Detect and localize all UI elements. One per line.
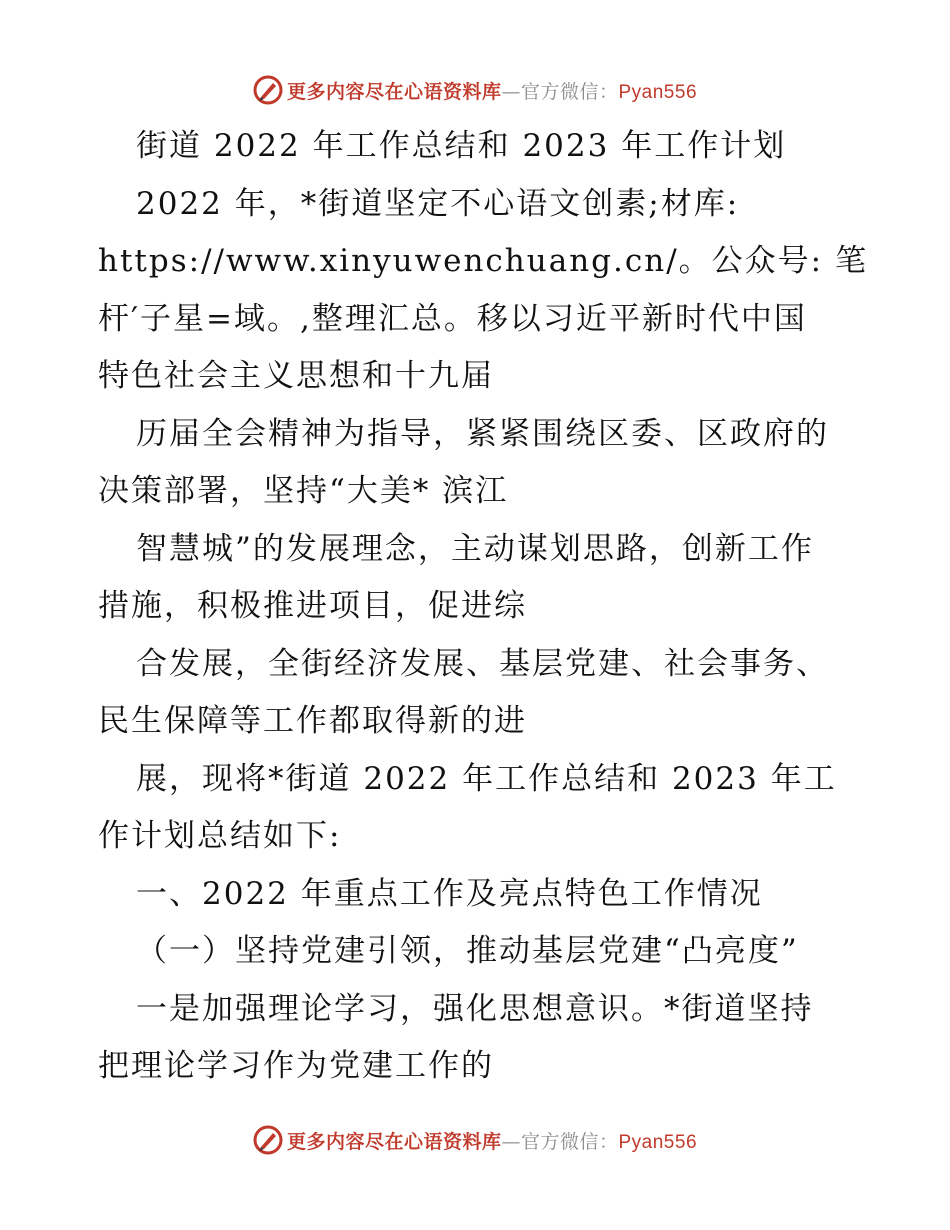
footer-separator: — bbox=[501, 1130, 521, 1153]
footer-brand: 更多内容尽在心语资料库 bbox=[286, 1130, 502, 1153]
header-wechat-label: 官方微信： bbox=[520, 80, 619, 103]
paragraph-line: 民生保障等工作都取得新的进 bbox=[98, 703, 527, 739]
paragraph-line: 杆′子星=域。,整理汇总。移以习近平新时代中国 bbox=[98, 300, 807, 337]
paragraph-line: 历届全会精神为指导，紧紧围绕区委、区政府的 bbox=[136, 415, 829, 452]
header-wechat-id: Pyan556 bbox=[618, 81, 698, 103]
document-title: 街道 2022 年工作总结和 2023 年工作计划 bbox=[136, 128, 787, 164]
paragraph-line: 特色社会主义思想和十九届 bbox=[98, 358, 494, 394]
brand-logo-icon bbox=[253, 1125, 283, 1155]
section-heading: 一、2022 年重点工作及亮点特色工作情况 bbox=[136, 875, 763, 912]
paragraph-line: 展，现将*街道 2022 年工作总结和 2023 年工 bbox=[136, 760, 837, 797]
brand-logo-icon bbox=[253, 75, 283, 105]
paragraph-line: 智慧城”的发展理念，主动谋划思路，创新工作 bbox=[136, 530, 814, 567]
paragraph-line: 决策部署，坚持“大美* 滨江 bbox=[98, 473, 509, 509]
header-separator: — bbox=[501, 80, 521, 103]
footer-text bbox=[287, 1127, 697, 1154]
paragraph-line: 2022 年，*街道坚定不心语文创素;材库: bbox=[136, 185, 740, 222]
paragraph-line: 作计划总结如下: bbox=[98, 818, 342, 854]
document-body bbox=[98, 118, 898, 1096]
subsection-heading: （一）坚持党建引领，推动基层党建“凸亮度” bbox=[136, 933, 799, 969]
paragraph-line: 把理论学习作为党建工作的 bbox=[98, 1048, 494, 1084]
footer-wechat-id: Pyan556 bbox=[618, 1131, 698, 1153]
header-brand: 更多内容尽在心语资料库 bbox=[286, 80, 502, 103]
header-text bbox=[287, 77, 697, 104]
footer-wechat-label: 官方微信： bbox=[520, 1130, 619, 1153]
paragraph-line: https://www.xinyuwenchuang.cn/。公众号: 笔 bbox=[98, 243, 868, 279]
footer-banner bbox=[0, 1120, 950, 1160]
paragraph-line: 措施，积极推进项目，促进综 bbox=[98, 588, 527, 624]
paragraph-line: 一是加强理论学习，强化思想意识。*街道坚持 bbox=[136, 990, 814, 1027]
header-banner bbox=[0, 70, 950, 110]
paragraph-line: 合发展，全街经济发展、基层党建、社会事务、 bbox=[136, 645, 829, 682]
